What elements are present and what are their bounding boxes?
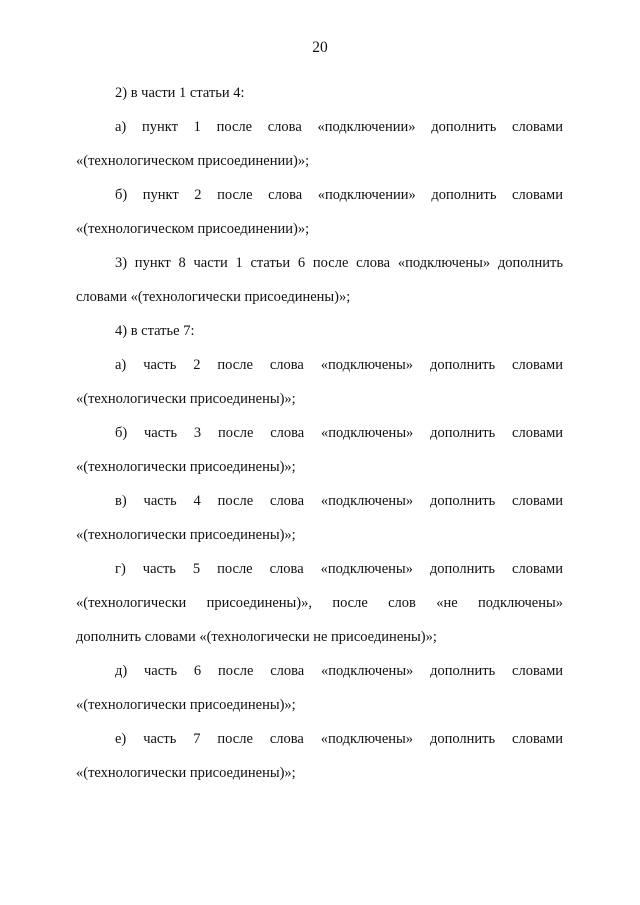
paragraph-3 (76, 246, 563, 314)
paragraph-line: «(технологически присоединены)»; (76, 527, 296, 543)
paragraph-4v (76, 484, 563, 552)
paragraph-4d (76, 654, 563, 722)
paragraph-4b (76, 416, 563, 484)
paragraph-line: 2) в части 1 статьи 4: (115, 85, 245, 101)
paragraph-line: 3) пункт 8 части 1 статьи 6 после слова «подключены» дополнить (115, 255, 563, 271)
paragraph-line: б) пункт 2 после слова «подключении» дополнить словами (115, 187, 563, 203)
paragraph-4 (76, 314, 563, 348)
paragraph-4g (76, 552, 563, 654)
paragraph-4e (76, 722, 563, 790)
paragraph-line: «(технологически присоединены)»; (76, 459, 296, 475)
paragraph-line: 4) в статье 7: (115, 323, 195, 339)
document-body (76, 76, 563, 790)
paragraph-line: «(технологически присоединены)»; (76, 765, 296, 781)
paragraph-line: «(технологическом присоединении)»; (76, 221, 310, 237)
paragraph-line: «(технологически присоединены)»; (76, 391, 296, 407)
paragraph-2 (76, 76, 563, 110)
paragraph-line: д) часть 6 после слова «подключены» дополнить словами (115, 663, 563, 679)
paragraph-line: «(технологически присоединены)»; (76, 697, 296, 713)
paragraph-line: б) часть 3 после слова «подключены» дополнить словами (115, 425, 563, 441)
paragraph-4a (76, 348, 563, 416)
paragraph-2b (76, 178, 563, 246)
paragraph-line: дополнить словами «(технологически не присоединены)»; (76, 629, 437, 645)
paragraph-line: «(технологически присоединены)», после слов «не подключены» (76, 595, 563, 611)
paragraph-line: «(технологическом присоединении)»; (76, 153, 310, 169)
paragraph-line: в) часть 4 после слова «подключены» дополнить словами (115, 493, 563, 509)
paragraph-line: а) пункт 1 после слова «подключении» дополнить словами (115, 119, 563, 135)
page-number: 20 (312, 39, 328, 56)
paragraph-line: а) часть 2 после слова «подключены» дополнить словами (115, 357, 563, 373)
paragraph-line: словами «(технологически присоединены)»; (76, 289, 351, 305)
paragraph-line: г) часть 5 после слова «подключены» дополнить словами (115, 561, 563, 577)
paragraph-2a (76, 110, 563, 178)
paragraph-line: е) часть 7 после слова «подключены» дополнить словами (115, 731, 563, 747)
